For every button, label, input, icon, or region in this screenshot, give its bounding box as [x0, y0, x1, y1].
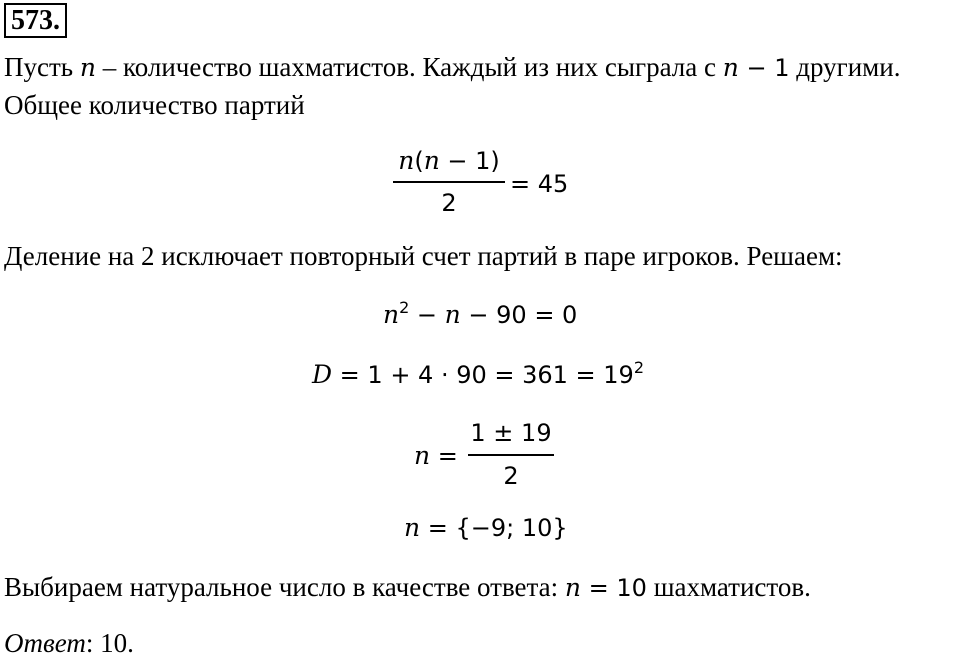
fraction-bar [393, 181, 505, 183]
equation-discriminant: $D = 1 + 4 \cdot 90 = 361 = 19^2$ [312, 358, 645, 389]
text-segment: – количество шахматистов. Каждый из них сыграла с [95, 52, 723, 82]
math-number: 1 [774, 54, 790, 82]
answer-label: Ответ [4, 628, 86, 658]
text-segment: другими. [789, 52, 901, 82]
equation-solution-set: n = {−9; 10} [404, 513, 568, 542]
text-segment: шахматистов. [646, 572, 811, 602]
fraction-numerator: n(n − 1) [398, 146, 500, 175]
answer-value: 10. [100, 628, 134, 658]
answer-line [4, 627, 134, 659]
math-variable: n [564, 573, 582, 602]
equation-roots-lhs: n = [414, 441, 458, 470]
paragraph-total-games: Общее количество партий [4, 90, 305, 120]
fraction-bar [468, 454, 554, 456]
math-variable: n [79, 53, 96, 82]
fraction-numerator: 1 ± 19 [470, 419, 552, 447]
paragraph-division-note: Деление на 2 исключает повторный счет партий в паре игроков. Решаем: [4, 241, 843, 271]
math-expression: = 10 [581, 574, 647, 602]
paragraph-intro [4, 51, 900, 84]
text-segment: Пусть [4, 52, 80, 82]
problem-number: 573. [4, 3, 67, 38]
text-segment: Выбираем натуральное число в качестве ответа: [4, 572, 565, 602]
fraction-denominator: 2 [503, 462, 519, 490]
fraction-denominator: 2 [441, 189, 457, 217]
answer-colon: : [85, 628, 101, 658]
paragraph-choose-answer [4, 571, 811, 604]
fraction-roots [468, 418, 554, 494]
formula-rhs: = 45 [510, 170, 569, 198]
equation-quadratic: $n^2 - n - 90 = 0$ [383, 298, 578, 329]
math-operator: − [738, 54, 775, 82]
fraction-games [393, 146, 505, 222]
math-variable: n [722, 53, 739, 82]
